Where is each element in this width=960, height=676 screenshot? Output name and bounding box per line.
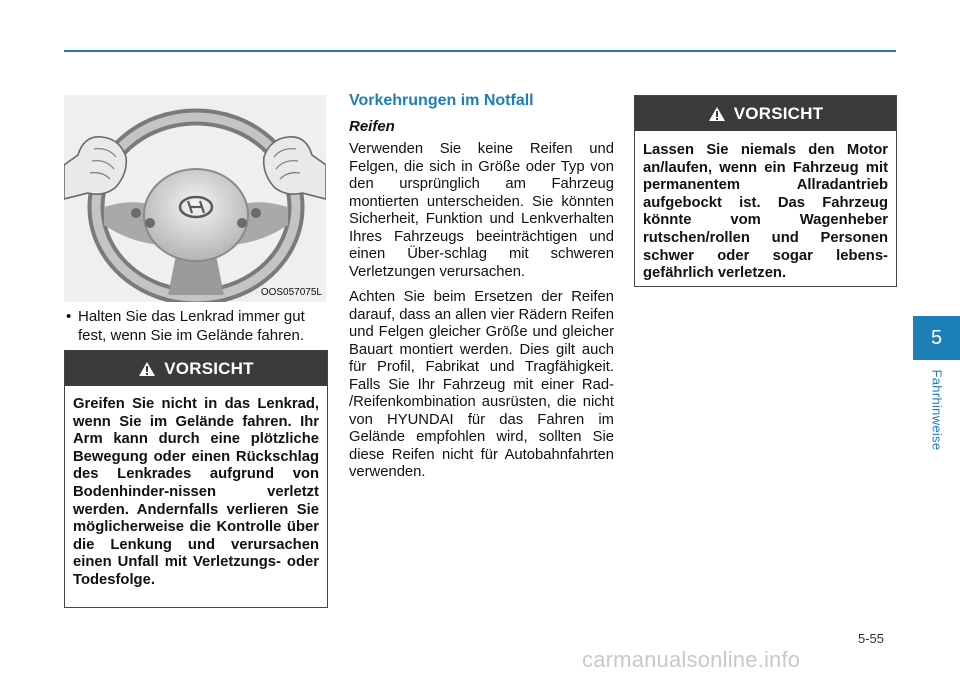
- chapter-label: Fahrhinweise: [929, 369, 945, 451]
- section-title: Vorkehrungen im Notfall: [349, 92, 534, 109]
- caution-header: [635, 96, 896, 131]
- chapter-tab: 5: [913, 316, 960, 360]
- top-rule: [64, 50, 896, 52]
- caution-box-steering: [64, 350, 328, 608]
- main-text-column: [349, 92, 614, 490]
- figure-code: OOS057075L: [260, 287, 322, 298]
- caution-box-jack: [634, 95, 897, 287]
- caution-title: VORSICHT: [164, 358, 254, 378]
- paragraph-1: Verwenden Sie keine Reifen und Felgen, die sich in Größe oder Typ von den ursprünglich am Fahrzeug montierten unterscheiden. Sie könnten Sicherheit, Funktion und Lenkverhalten Ihres Fahrzeugs beeinträchtigen und einen Über-schlag mit schweren Verletzungen verursachen.: [349, 141, 614, 280]
- bullet-dot: •: [66, 308, 72, 325]
- caution-text: Greifen Sie nicht in das Lenkrad, wenn Sie im Gelände fahren. Ihr Arm kann durch eine plötzliche Bewegung oder einen Rückschlag des Lenkrades aufgrund von Bodenhinder-nissen verletzt werden. Andernfalls verlieren Sie möglicherweise die Kontrolle über die Lenkung und verursachen einen Unfall mit Verletzungs- oder Todesfolge.: [73, 396, 319, 588]
- caution-header: [65, 351, 327, 386]
- caution-title: VORSICHT: [733, 103, 824, 123]
- warning-triangle-icon: [138, 361, 156, 377]
- paragraph-2: Achten Sie beim Ersetzen der Reifen darauf, dass an allen vier Rädern Reifen und Felgen gleicher Größe und gleicher Bauart montiert werden. Dies gilt auch für Profil, Fabrikat und Tragfähigkeit. Falls Sie Ihr Fahrzeug mit einer Rad- /Reifenkombination ausrüsten, die nicht von HYUNDAI für das Fahren im Gelände empfohlen wird, sollten Sie diese Reifen nicht für Autobahnfahrten verwenden.: [349, 289, 614, 480]
- steering-wheel-illustration: [64, 95, 326, 302]
- bullet-text: Halten Sie das Lenkrad immer gut fest, wenn Sie im Gelände fahren.: [78, 308, 305, 344]
- page-number: 5-55: [858, 631, 885, 646]
- caution-text: Lassen Sie niemals den Motor an/laufen, wenn ein Fahrzeug mit permanentem Allradantrieb aufgebockt ist. Das Fahrzeug könnte vom Wagenheber rutschen/rollen und Personen schwer oder sogar lebens-gefährlich verletzen.: [643, 142, 888, 282]
- warning-triangle-icon: [708, 106, 726, 122]
- watermark: carmanualsonline.info: [582, 647, 801, 672]
- bullet-item: [66, 307, 328, 345]
- steering-wheel-figure: [64, 95, 326, 302]
- subsection-title: Reifen: [349, 118, 395, 135]
